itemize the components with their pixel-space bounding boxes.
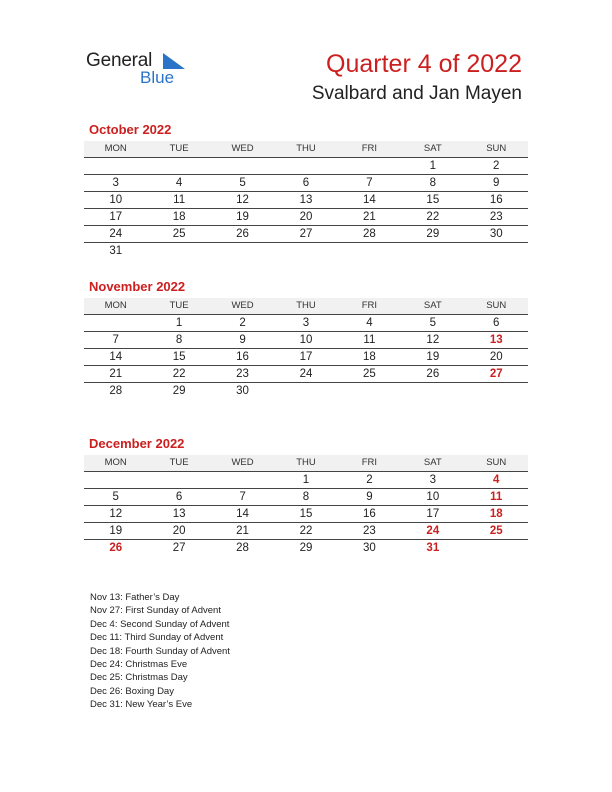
day-cell: 13 bbox=[299, 194, 313, 206]
day-cell: 28 bbox=[236, 542, 249, 554]
logo-text-general: General bbox=[86, 50, 153, 71]
day-cell: 8 bbox=[175, 334, 183, 346]
week-row bbox=[84, 332, 528, 349]
day-cell: 3 bbox=[112, 177, 119, 189]
week-row bbox=[84, 366, 528, 383]
day-cell: 9 bbox=[239, 334, 246, 346]
day-cell: 4 bbox=[493, 474, 500, 486]
day-cell: 30 bbox=[363, 542, 376, 554]
day-cell bbox=[338, 243, 401, 259]
month-november bbox=[84, 278, 528, 399]
day-cell: 22 bbox=[299, 525, 313, 537]
holiday-note: Dec 31: New Year’s Eve bbox=[90, 699, 193, 711]
day-cell: 17 bbox=[426, 508, 440, 520]
day-cell: 3 bbox=[429, 474, 437, 486]
day-cell: 17 bbox=[299, 351, 313, 363]
month-december bbox=[84, 435, 528, 556]
day-cell: 2 bbox=[493, 160, 500, 172]
month-title: December 2022 bbox=[89, 436, 185, 451]
day-cell bbox=[274, 158, 337, 174]
day-cell: 4 bbox=[175, 177, 183, 189]
day-cell bbox=[147, 158, 210, 174]
month-grid bbox=[84, 472, 528, 556]
weekday-header-row bbox=[84, 455, 528, 472]
day-cell: 12 bbox=[236, 194, 249, 206]
day-cell: 2 bbox=[366, 474, 373, 486]
weekday-label: TUE bbox=[169, 300, 189, 311]
day-cell: 22 bbox=[172, 368, 186, 380]
month-grid bbox=[84, 158, 528, 259]
day-cell: 26 bbox=[426, 368, 440, 380]
weekday-label: WED bbox=[231, 300, 254, 311]
day-cell: 27 bbox=[299, 228, 313, 240]
day-cell: 5 bbox=[112, 491, 119, 503]
weekday-label: SUN bbox=[486, 300, 507, 311]
day-cell: 5 bbox=[239, 177, 246, 189]
day-cell: 9 bbox=[493, 177, 500, 189]
day-cell: 27 bbox=[489, 368, 503, 380]
day-cell bbox=[401, 383, 464, 399]
week-row bbox=[84, 226, 528, 243]
weekday-label: TUE bbox=[169, 143, 189, 154]
page-title: Quarter 4 of 2022 bbox=[326, 50, 522, 78]
day-cell: 1 bbox=[429, 160, 437, 172]
day-cell: 22 bbox=[426, 211, 440, 223]
day-cell: 16 bbox=[363, 508, 376, 520]
week-row bbox=[84, 489, 528, 506]
week-row bbox=[84, 472, 528, 489]
weekday-label: FRI bbox=[361, 143, 378, 154]
day-cell bbox=[211, 243, 274, 259]
day-cell: 9 bbox=[366, 491, 373, 503]
day-cell: 19 bbox=[109, 525, 123, 537]
logo-text-blue: Blue bbox=[140, 68, 175, 87]
weekday-header-row bbox=[84, 141, 528, 158]
day-cell: 7 bbox=[239, 491, 246, 503]
day-cell: 15 bbox=[172, 351, 186, 363]
week-row bbox=[84, 158, 528, 175]
day-cell bbox=[84, 315, 147, 331]
holiday-notes bbox=[90, 591, 230, 712]
day-cell: 3 bbox=[302, 317, 310, 329]
day-cell: 20 bbox=[172, 525, 186, 537]
holiday-note: Dec 4: Second Sunday of Advent bbox=[90, 618, 230, 630]
day-cell: 13 bbox=[489, 334, 503, 346]
day-cell: 14 bbox=[363, 194, 376, 206]
day-cell: 16 bbox=[489, 194, 503, 206]
weekday-label: THU bbox=[296, 300, 316, 311]
week-row bbox=[84, 209, 528, 226]
day-cell: 6 bbox=[175, 491, 183, 503]
day-cell: 7 bbox=[112, 334, 119, 346]
week-row bbox=[84, 315, 528, 332]
week-row bbox=[84, 192, 528, 209]
day-cell: 11 bbox=[490, 491, 503, 503]
day-cell: 21 bbox=[363, 211, 376, 223]
weekday-label: SUN bbox=[486, 457, 507, 468]
day-cell: 6 bbox=[302, 177, 310, 189]
day-cell: 15 bbox=[426, 194, 440, 206]
day-cell: 30 bbox=[489, 228, 503, 240]
month-title: October 2022 bbox=[89, 122, 172, 137]
day-cell bbox=[338, 383, 401, 399]
logo-triangle-icon bbox=[163, 53, 185, 69]
day-cell: 14 bbox=[236, 508, 249, 520]
day-cell bbox=[211, 472, 274, 488]
day-cell: 24 bbox=[299, 368, 313, 380]
day-cell: 15 bbox=[299, 508, 313, 520]
day-cell: 1 bbox=[175, 317, 183, 329]
day-cell: 8 bbox=[429, 177, 437, 189]
day-cell bbox=[84, 158, 147, 174]
day-cell: 18 bbox=[489, 508, 503, 520]
day-cell: 12 bbox=[109, 508, 123, 520]
holiday-note: Nov 13: Father’s Day bbox=[90, 592, 180, 603]
day-cell: 10 bbox=[109, 194, 123, 206]
day-cell bbox=[401, 243, 464, 259]
weekday-label: THU bbox=[296, 457, 316, 468]
holiday-note: Dec 24: Christmas Eve bbox=[90, 659, 188, 671]
day-cell: 29 bbox=[172, 385, 186, 397]
day-cell: 26 bbox=[236, 228, 249, 240]
day-cell: 26 bbox=[109, 542, 123, 554]
day-cell: 11 bbox=[173, 194, 186, 206]
logo bbox=[86, 50, 196, 90]
day-cell: 6 bbox=[493, 317, 500, 329]
holiday-note: Dec 25: Christmas Day bbox=[90, 672, 188, 684]
day-cell: 5 bbox=[429, 317, 437, 329]
day-cell: 25 bbox=[172, 228, 186, 240]
day-cell: 1 bbox=[302, 474, 310, 486]
day-cell: 24 bbox=[109, 228, 123, 240]
day-cell bbox=[465, 243, 528, 259]
day-cell: 18 bbox=[172, 211, 186, 223]
month-october bbox=[84, 121, 528, 259]
weekday-label: SAT bbox=[423, 300, 442, 311]
weekday-header-row bbox=[84, 298, 528, 315]
weekday-label: SUN bbox=[486, 143, 507, 154]
day-cell: 25 bbox=[489, 525, 503, 537]
day-cell: 19 bbox=[236, 211, 249, 223]
day-cell: 31 bbox=[109, 245, 123, 257]
weekday-label: SAT bbox=[423, 457, 442, 468]
holiday-note: Nov 27: First Sunday of Advent bbox=[90, 605, 221, 617]
day-cell bbox=[147, 472, 210, 488]
day-cell: 23 bbox=[489, 211, 503, 223]
day-cell bbox=[211, 158, 274, 174]
weekday-label: MON bbox=[104, 300, 127, 311]
day-cell: 18 bbox=[363, 351, 376, 363]
day-cell: 23 bbox=[363, 525, 376, 537]
day-cell bbox=[465, 540, 528, 556]
week-row bbox=[84, 506, 528, 523]
holiday-note: Dec 26: Boxing Day bbox=[90, 685, 174, 697]
day-cell: 31 bbox=[426, 542, 440, 554]
weekday-label: FRI bbox=[361, 457, 378, 468]
day-cell: 25 bbox=[363, 368, 376, 380]
month-grid bbox=[84, 315, 528, 399]
day-cell: 4 bbox=[366, 317, 373, 329]
week-row bbox=[84, 383, 528, 399]
day-cell: 2 bbox=[239, 317, 246, 329]
day-cell: 8 bbox=[302, 491, 310, 503]
day-cell: 20 bbox=[299, 211, 313, 223]
weekday-label: SAT bbox=[423, 143, 442, 154]
day-cell bbox=[274, 383, 337, 399]
day-cell: 17 bbox=[109, 211, 123, 223]
holiday-note: Dec 11: Third Sunday of Advent bbox=[90, 632, 224, 644]
day-cell: 27 bbox=[172, 542, 186, 554]
day-cell: 11 bbox=[363, 334, 376, 346]
day-cell: 29 bbox=[299, 542, 313, 554]
week-row bbox=[84, 175, 528, 192]
day-cell: 19 bbox=[426, 351, 440, 363]
day-cell: 20 bbox=[489, 351, 503, 363]
holiday-note: Dec 18: Fourth Sunday of Advent bbox=[90, 645, 230, 657]
day-cell bbox=[338, 158, 401, 174]
week-row bbox=[84, 523, 528, 540]
weekday-label: WED bbox=[231, 143, 254, 154]
day-cell: 13 bbox=[172, 508, 186, 520]
day-cell: 10 bbox=[426, 491, 440, 503]
weekday-label: WED bbox=[231, 457, 254, 468]
weekday-label: FRI bbox=[361, 300, 378, 311]
day-cell bbox=[84, 472, 147, 488]
day-cell: 7 bbox=[366, 177, 373, 189]
day-cell: 24 bbox=[426, 525, 440, 537]
day-cell bbox=[147, 243, 210, 259]
day-cell: 12 bbox=[426, 334, 440, 346]
week-row bbox=[84, 540, 528, 556]
day-cell: 10 bbox=[299, 334, 313, 346]
day-cell: 23 bbox=[236, 368, 249, 380]
day-cell bbox=[465, 383, 528, 399]
weekday-label: TUE bbox=[169, 457, 189, 468]
day-cell: 21 bbox=[109, 368, 123, 380]
day-cell: 28 bbox=[363, 228, 376, 240]
weekday-label: MON bbox=[104, 457, 127, 468]
week-row bbox=[84, 243, 528, 259]
weekday-label: MON bbox=[104, 143, 127, 154]
week-row bbox=[84, 349, 528, 366]
day-cell: 14 bbox=[109, 351, 123, 363]
day-cell bbox=[274, 243, 337, 259]
day-cell: 28 bbox=[109, 385, 123, 397]
day-cell: 21 bbox=[236, 525, 249, 537]
weekday-label: THU bbox=[296, 143, 316, 154]
page-subtitle: Svalbard and Jan Mayen bbox=[311, 83, 522, 104]
month-title: November 2022 bbox=[89, 279, 186, 294]
day-cell: 16 bbox=[236, 351, 249, 363]
day-cell: 29 bbox=[426, 228, 440, 240]
day-cell: 30 bbox=[236, 385, 249, 397]
